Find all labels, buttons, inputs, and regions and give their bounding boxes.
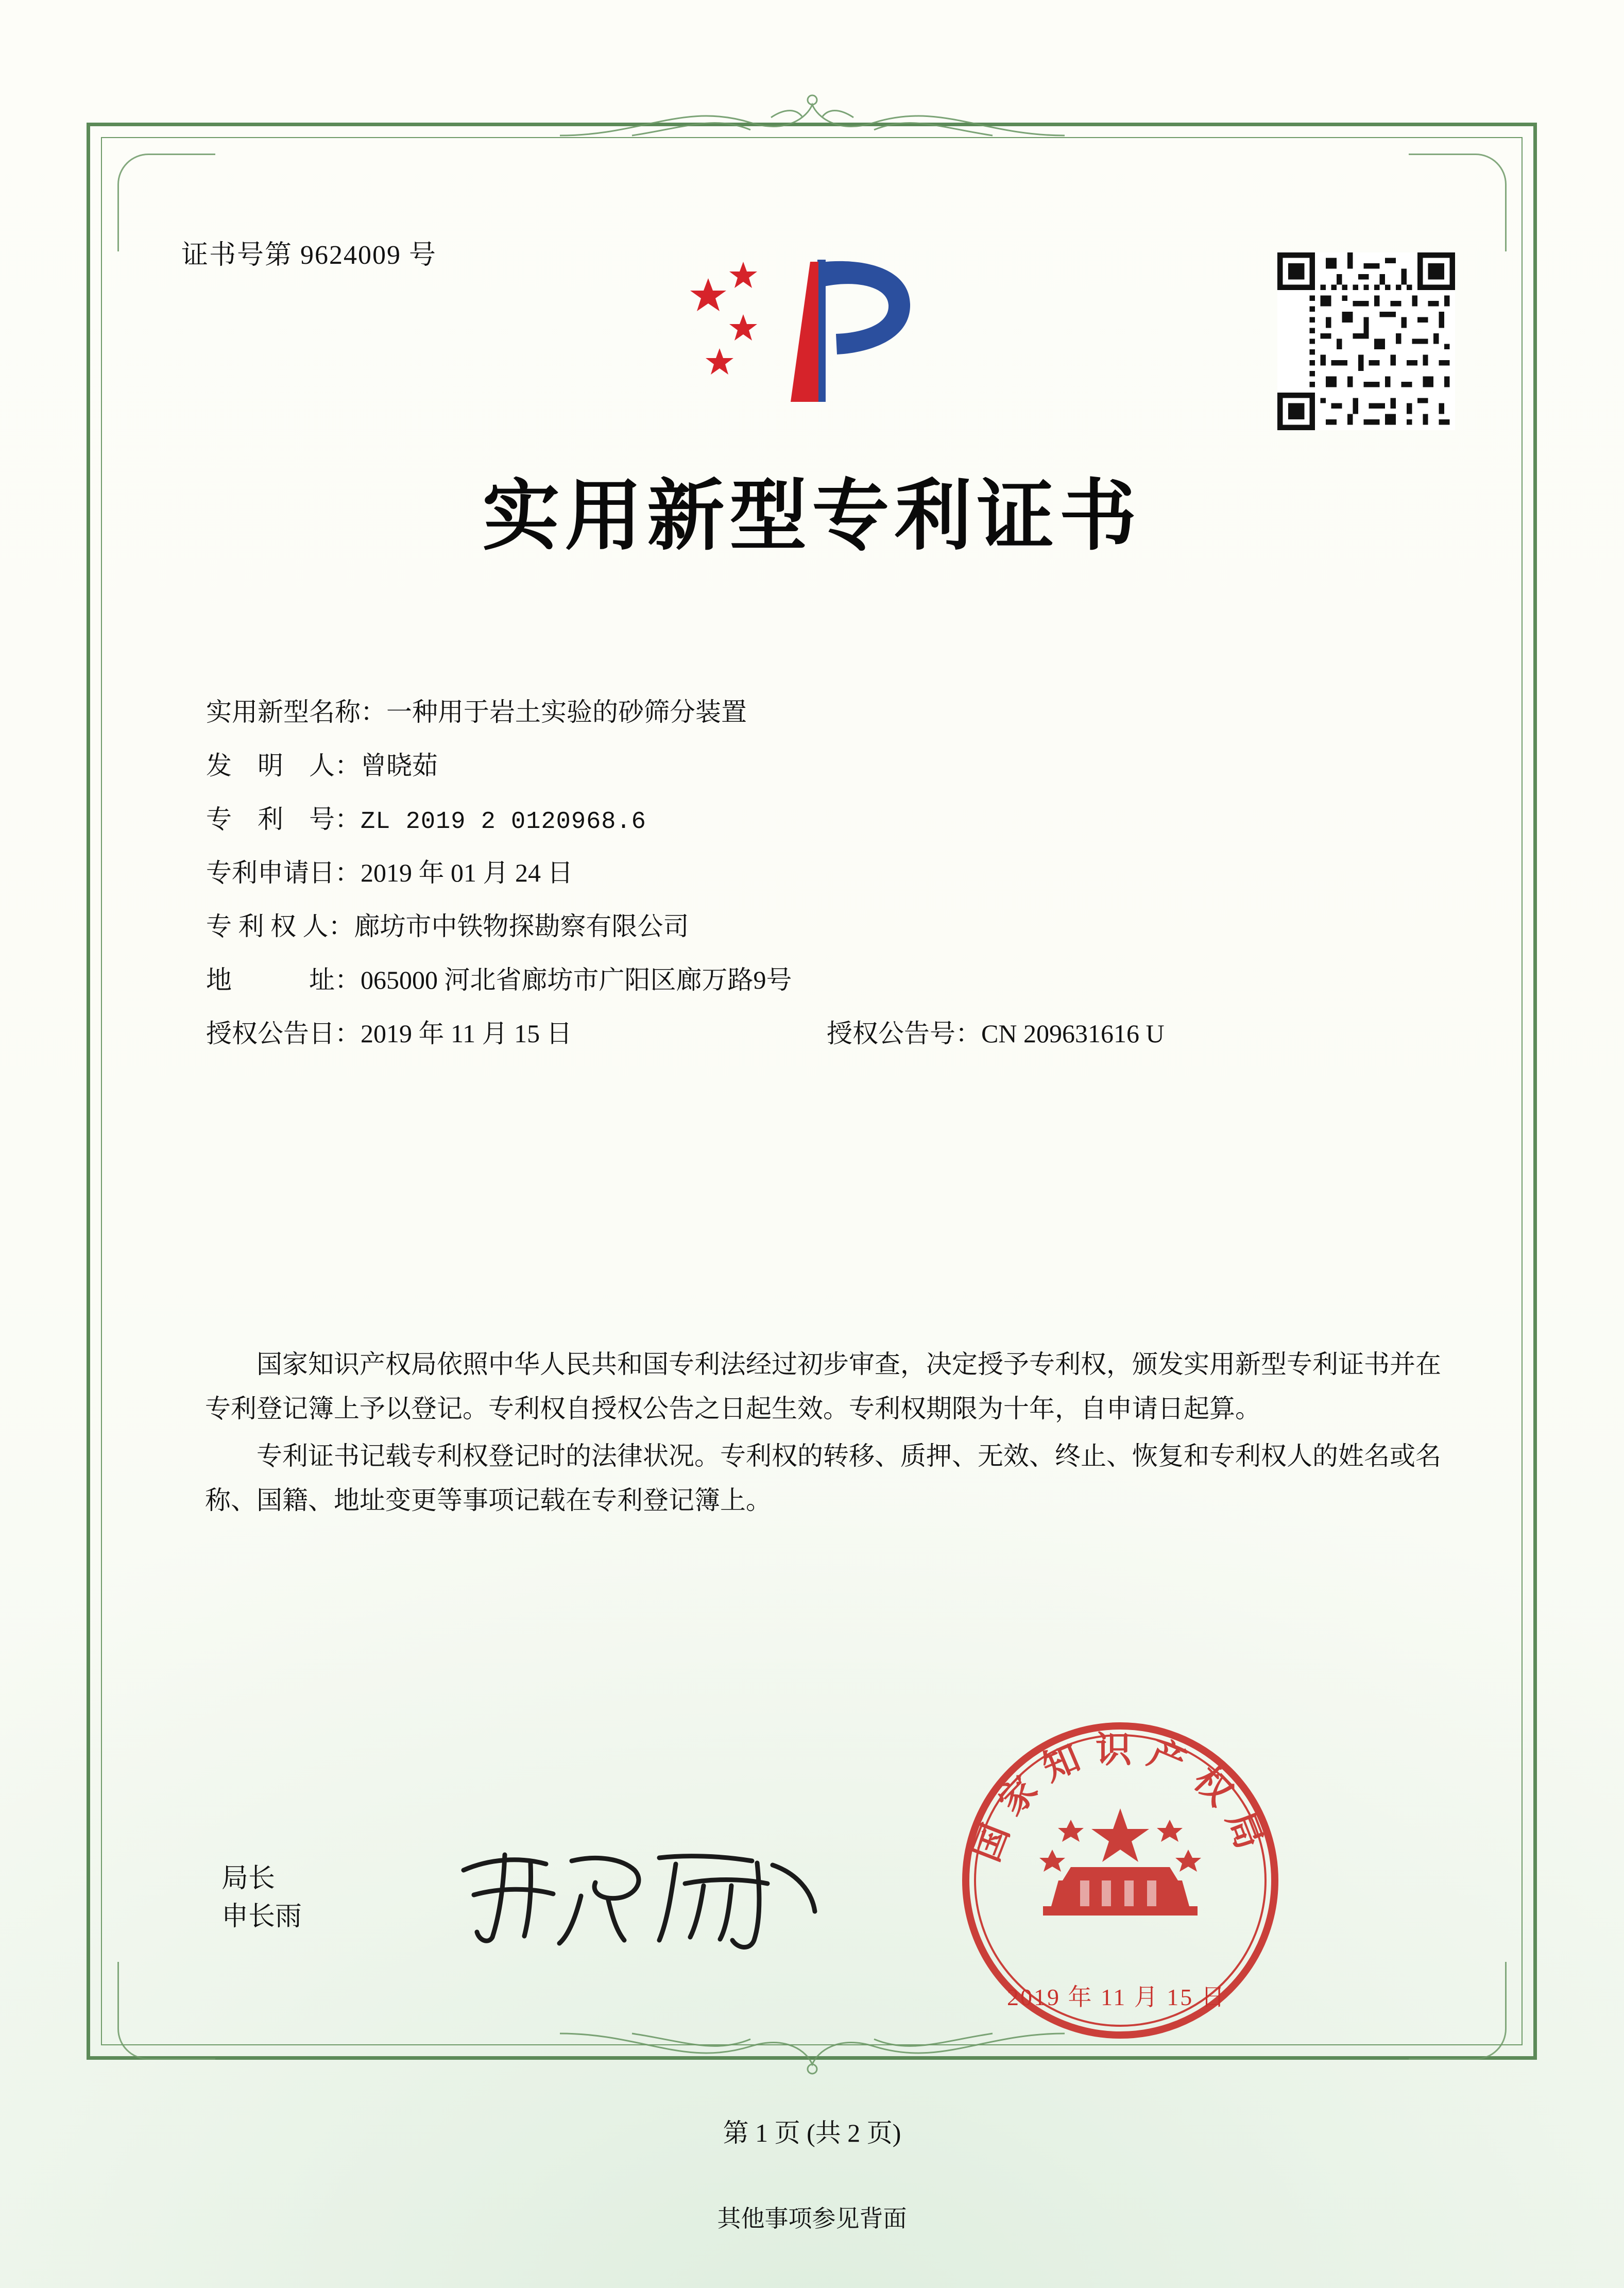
page-title: 实用新型专利证书: [482, 474, 1142, 560]
ornament-top: [529, 87, 1096, 148]
signature-role: 局长: [221, 1864, 276, 1893]
signature-name: 申长雨: [221, 1902, 302, 1931]
field-row-utility-model-name: [206, 685, 1442, 739]
grant-date-label: 授权公告日：: [206, 1019, 361, 1048]
grant-date-value: 2019 年 11 月 15 日: [361, 1019, 572, 1048]
signature-block: [221, 1860, 302, 1936]
field-row-patentee: [206, 900, 1442, 953]
field-label: 专利申请日：: [206, 858, 361, 887]
field-label: 专 利 权 人：: [206, 912, 354, 941]
field-label: 地 址：: [206, 965, 361, 994]
field-row-address: [206, 953, 1442, 1007]
field-value: 廊坊市中铁物探勘察有限公司: [354, 912, 689, 941]
field-row-patent-number: [206, 792, 1442, 846]
frame-corner-bottom-left: [117, 1962, 215, 2060]
field-list: [206, 685, 1442, 1060]
field-value: 2019 年 01 月 24 日: [361, 858, 573, 887]
paragraph-2: 专利证书记载专利权登记时的法律状况。专利权的转移、质押、无效、终止、恢复和专利权人的姓名或名称、国籍、地址变更等事项记载在专利登记簿上。: [205, 1442, 1441, 1515]
paragraph-1: 国家知识产权局依照中华人民共和国专利法经过初步审查，决定授予专利权，颁发实用新型专利证书并在专利登记簿上予以登记。专利权自授权公告之日起生效。专利权期限为十年，自申请日起算。: [205, 1350, 1441, 1423]
frame-corner-top-right: [1409, 154, 1507, 251]
seal-date: 2019 年 11 月 15 日: [1007, 1984, 1226, 2010]
field-value: 一种用于岩土实验的砂筛分装置: [386, 698, 747, 726]
field-label: 实用新型名称：: [206, 698, 386, 726]
field-label: 发 明 人：: [206, 751, 361, 780]
field-value: ZL 2019 2 0120968.6: [361, 808, 646, 836]
qr-code-icon: [1277, 252, 1455, 430]
grant-number-label: 授权公告号：: [827, 1019, 981, 1048]
field-label: 专 利 号：: [206, 805, 361, 834]
footer-note: 其他事项参见背面: [717, 2206, 907, 2232]
frame-corner-bottom-right: [1409, 1962, 1507, 2060]
field-row-application-date: [206, 846, 1442, 900]
field-value: 曾晓茹: [361, 751, 438, 780]
page-indicator: 第 1 页 (共 2 页): [723, 2118, 901, 2147]
field-row-inventor: [206, 739, 1442, 792]
field-row-grant-announcement: [206, 1007, 1442, 1060]
grant-number-group: [827, 1007, 1165, 1060]
field-value: 065000 河北省廊坊市广阳区廊万路9号: [361, 965, 792, 994]
body-text: [205, 1342, 1441, 1526]
grant-number-value: CN 209631616 U: [981, 1019, 1165, 1048]
seal-arc-text: 国家知识产权局: [967, 1731, 1274, 1867]
handwritten-signature-icon: [443, 1834, 834, 1958]
certificate-number: 证书号第 9624009 号: [181, 241, 437, 270]
patent-office-emblem-icon: [688, 247, 955, 417]
